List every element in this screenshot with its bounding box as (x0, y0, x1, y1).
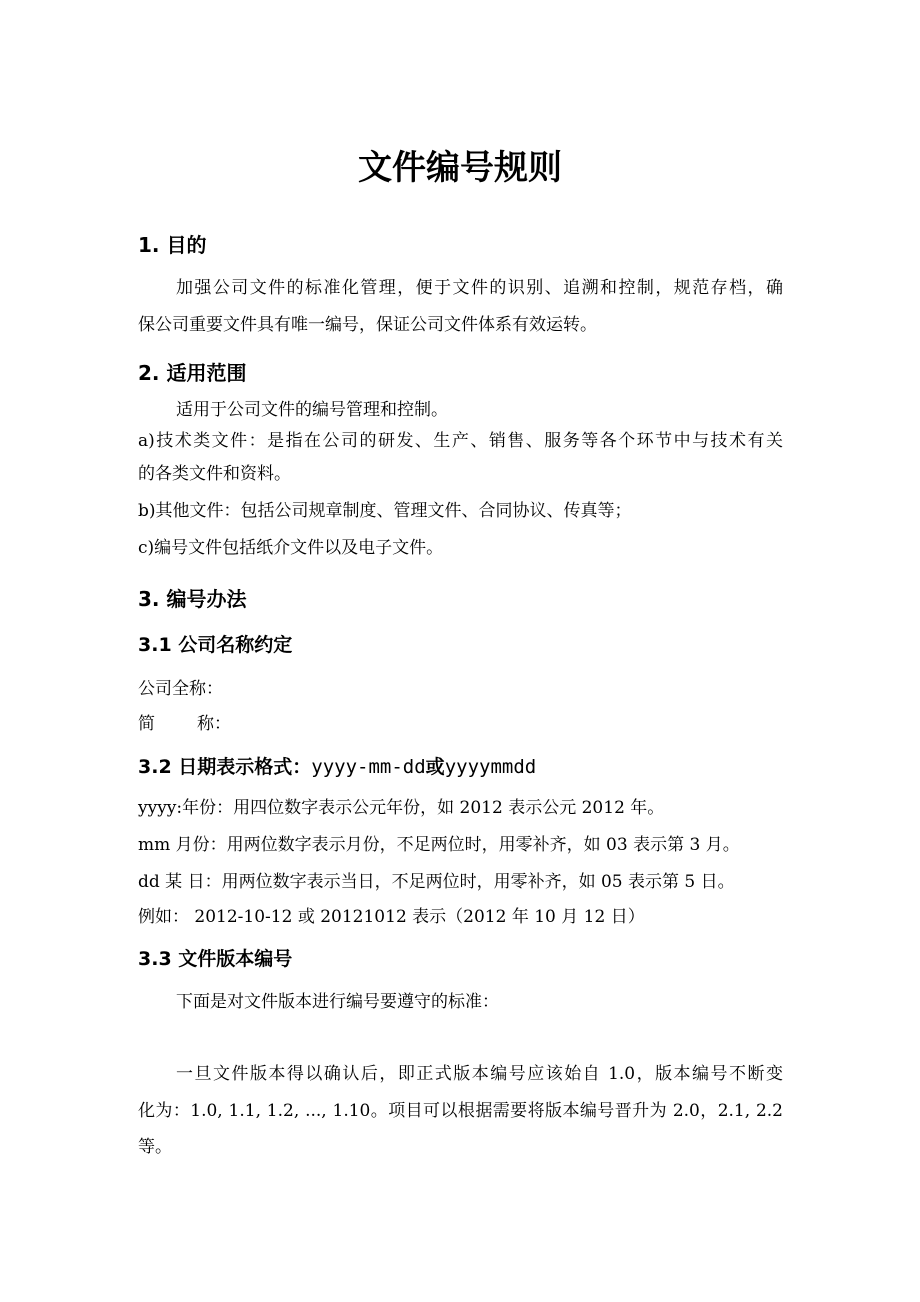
scope-item-a-line-1: a)技术类文件：是指在公司的研发、生产、销售、服务等各个环节中与技术有关 (138, 431, 783, 451)
subsection-heading-date-format (138, 752, 536, 782)
purpose-paragraph-line-1: 加强公司文件的标准化管理，便于文件的识别、追溯和控制，规范存档，确 (176, 278, 783, 298)
date-format-pattern-1: yyyy-mm-dd (311, 756, 426, 778)
scope-item-c: c)编号文件包括纸介文件以及电子文件。 (138, 538, 444, 558)
purpose-paragraph-line-2: 保公司重要文件具有唯一编号，保证公司文件体系有效运转。 (138, 315, 597, 335)
date-format-or: 或 (425, 756, 445, 778)
subsection-heading-version: 3.3 文件版本编号 (138, 948, 293, 970)
version-paragraph-line-1: 一旦文件版本得以确认后，即正式版本编号应该始自 1.0，版本编号不断变 (176, 1064, 783, 1084)
date-format-mm-line: mm 月份：用两位数字表示月份，不足两位时，用零补齐，如 03 表示第 3 月。 (138, 835, 740, 855)
date-format-pattern-2: yyyymmdd (444, 756, 537, 778)
scope-item-b: b)其他文件：包括公司规章制度、管理文件、合同协议、传真等； (138, 501, 632, 521)
version-paragraph-line-3: 等。 (138, 1137, 172, 1157)
date-format-dd-line: dd 某 日：用两位数字表示当日，不足两位时，用零补齐，如 05 表示第 5 日。 (138, 872, 735, 892)
date-format-example-line: 例如： 2012-10-12 或 20121012 表示（2012 年 10 月 12 日） (138, 907, 645, 927)
subsection-heading-company-name: 3.1 公司名称约定 (138, 634, 293, 656)
version-paragraph-line-2: 化为：1.0, 1.1, 1.2, ..., 1.10。项目可以根据需要将版本编号晋升为 2.0，2.1, 2.2 (138, 1101, 783, 1121)
short-name-label-part-2: 称： (197, 714, 231, 734)
date-format-heading-prefix: 3.2 日期表示格式： (138, 756, 312, 778)
company-full-name-label: 公司全称： (138, 679, 223, 699)
scope-intro: 适用于公司文件的编号管理和控制。 (176, 400, 448, 420)
scope-item-a-line-2: 的各类文件和资料。 (138, 464, 291, 484)
document-title: 文件编号规则 (358, 148, 562, 188)
section-heading-method: 3. 编号办法 (138, 587, 247, 611)
company-short-name-label (138, 711, 231, 737)
version-intro: 下面是对文件版本进行编号要遵守的标准： (176, 992, 499, 1012)
short-name-label-part-1: 简 (138, 714, 155, 734)
section-heading-scope: 2. 适用范围 (138, 361, 247, 385)
date-format-yyyy-line: yyyy:年份：用四位数字表示公元年份，如 2012 表示公元 2012 年。 (138, 798, 665, 818)
section-heading-purpose: 1. 目的 (138, 233, 207, 257)
